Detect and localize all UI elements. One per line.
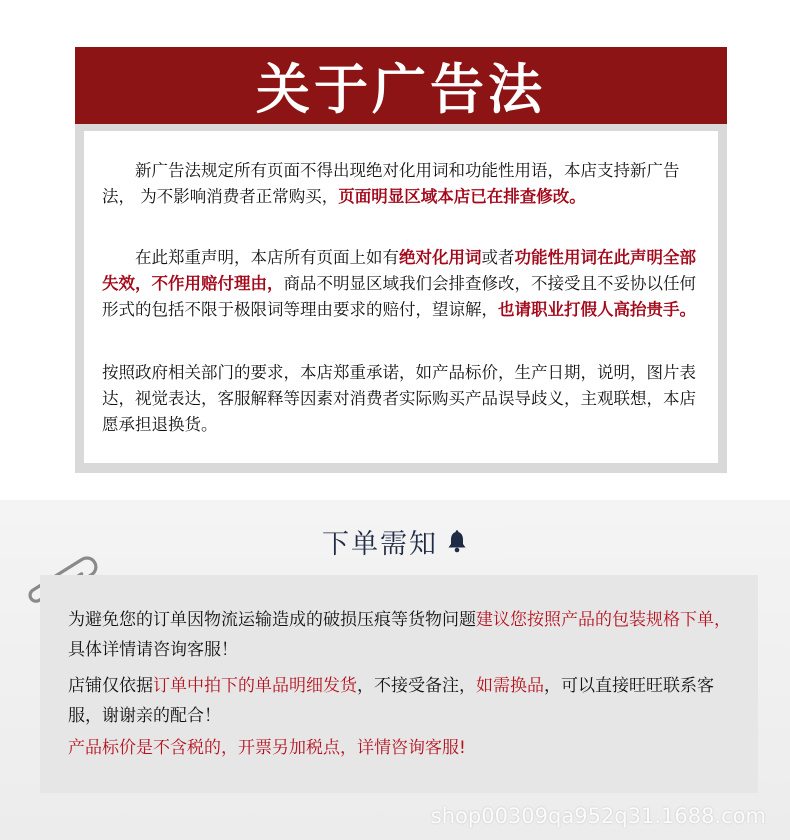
ad-law-body <box>84 131 718 463</box>
ad-law-frame <box>75 47 727 473</box>
order-notice-p2-a: 店铺仅依据 <box>68 676 153 696</box>
ad-law-p2-e: 商品不明显区域我们会排查修改，不接受且不妥协以任何形式的包括不限于极限词等理由要求的赔付，望谅解， <box>102 274 696 319</box>
order-notice-paragraph-2 <box>68 671 740 731</box>
order-notice-section <box>0 500 790 840</box>
ad-law-paragraph-1 <box>102 158 702 210</box>
ad-law-p2-d: 功能性用词在此声明全部失效，不作用赔付理由， <box>102 248 696 293</box>
ad-law-p2-a: 在此郑重声明，本店所有页面上如有 <box>135 248 399 267</box>
order-notice-paragraph-1 <box>68 605 740 665</box>
order-notice-p1-c: 具体详情请咨询客服！ <box>68 640 238 660</box>
order-notice-heading <box>0 522 790 561</box>
shop-watermark: shop00309qa952q31.1688.com <box>430 804 766 828</box>
bell-icon <box>446 530 468 561</box>
order-notice-p1-a: 为避免您的订单因物流运输造成的破损压痕等货物问题 <box>68 610 476 630</box>
ad-law-title: 关于广告法 <box>75 47 727 124</box>
order-notice-title: 下单需知 <box>322 529 438 560</box>
order-notice-card <box>40 575 758 793</box>
ad-law-p1-text: 新广告法规定所有页面不得出现绝对化用词和功能性用语，本店支持新广告法， 为不影响消费者正常购买， <box>102 161 680 206</box>
order-notice-p2-e: ，可以直接旺旺联系客服，谢谢亲的配合！ <box>68 676 714 726</box>
order-notice-p1-b: 建议您按照产品的包装规格下单， <box>476 610 731 630</box>
ad-law-p1-emphasis: 页面明显区域本店已在排查修改。 <box>338 187 586 206</box>
order-notice-paragraph-3: 产品标价是不含税的，开票另加税点，详情咨询客服! <box>68 738 466 758</box>
order-notice-p2-c: ，不接受备注， <box>357 676 476 696</box>
ad-law-p2-f: 也请职业打假人高抬贵手。 <box>498 300 696 319</box>
ad-law-paragraph-2 <box>102 245 702 323</box>
order-notice-p2-d: 如需换品 <box>476 676 544 696</box>
order-notice-p2-b: 订单中拍下的单品明细发货 <box>153 676 357 696</box>
ad-law-paragraph-3: 按照政府相关部门的要求，本店郑重承诺，如产品标价，生产日期，说明，图片表达，视觉表达，客服解释等因素对消费者实际购买产品误导歧义，主观联想，本店愿承担退换货。 <box>102 363 696 434</box>
ad-law-p2-b: 绝对化用词 <box>399 248 482 267</box>
ad-law-p2-c: 或者 <box>481 248 515 267</box>
